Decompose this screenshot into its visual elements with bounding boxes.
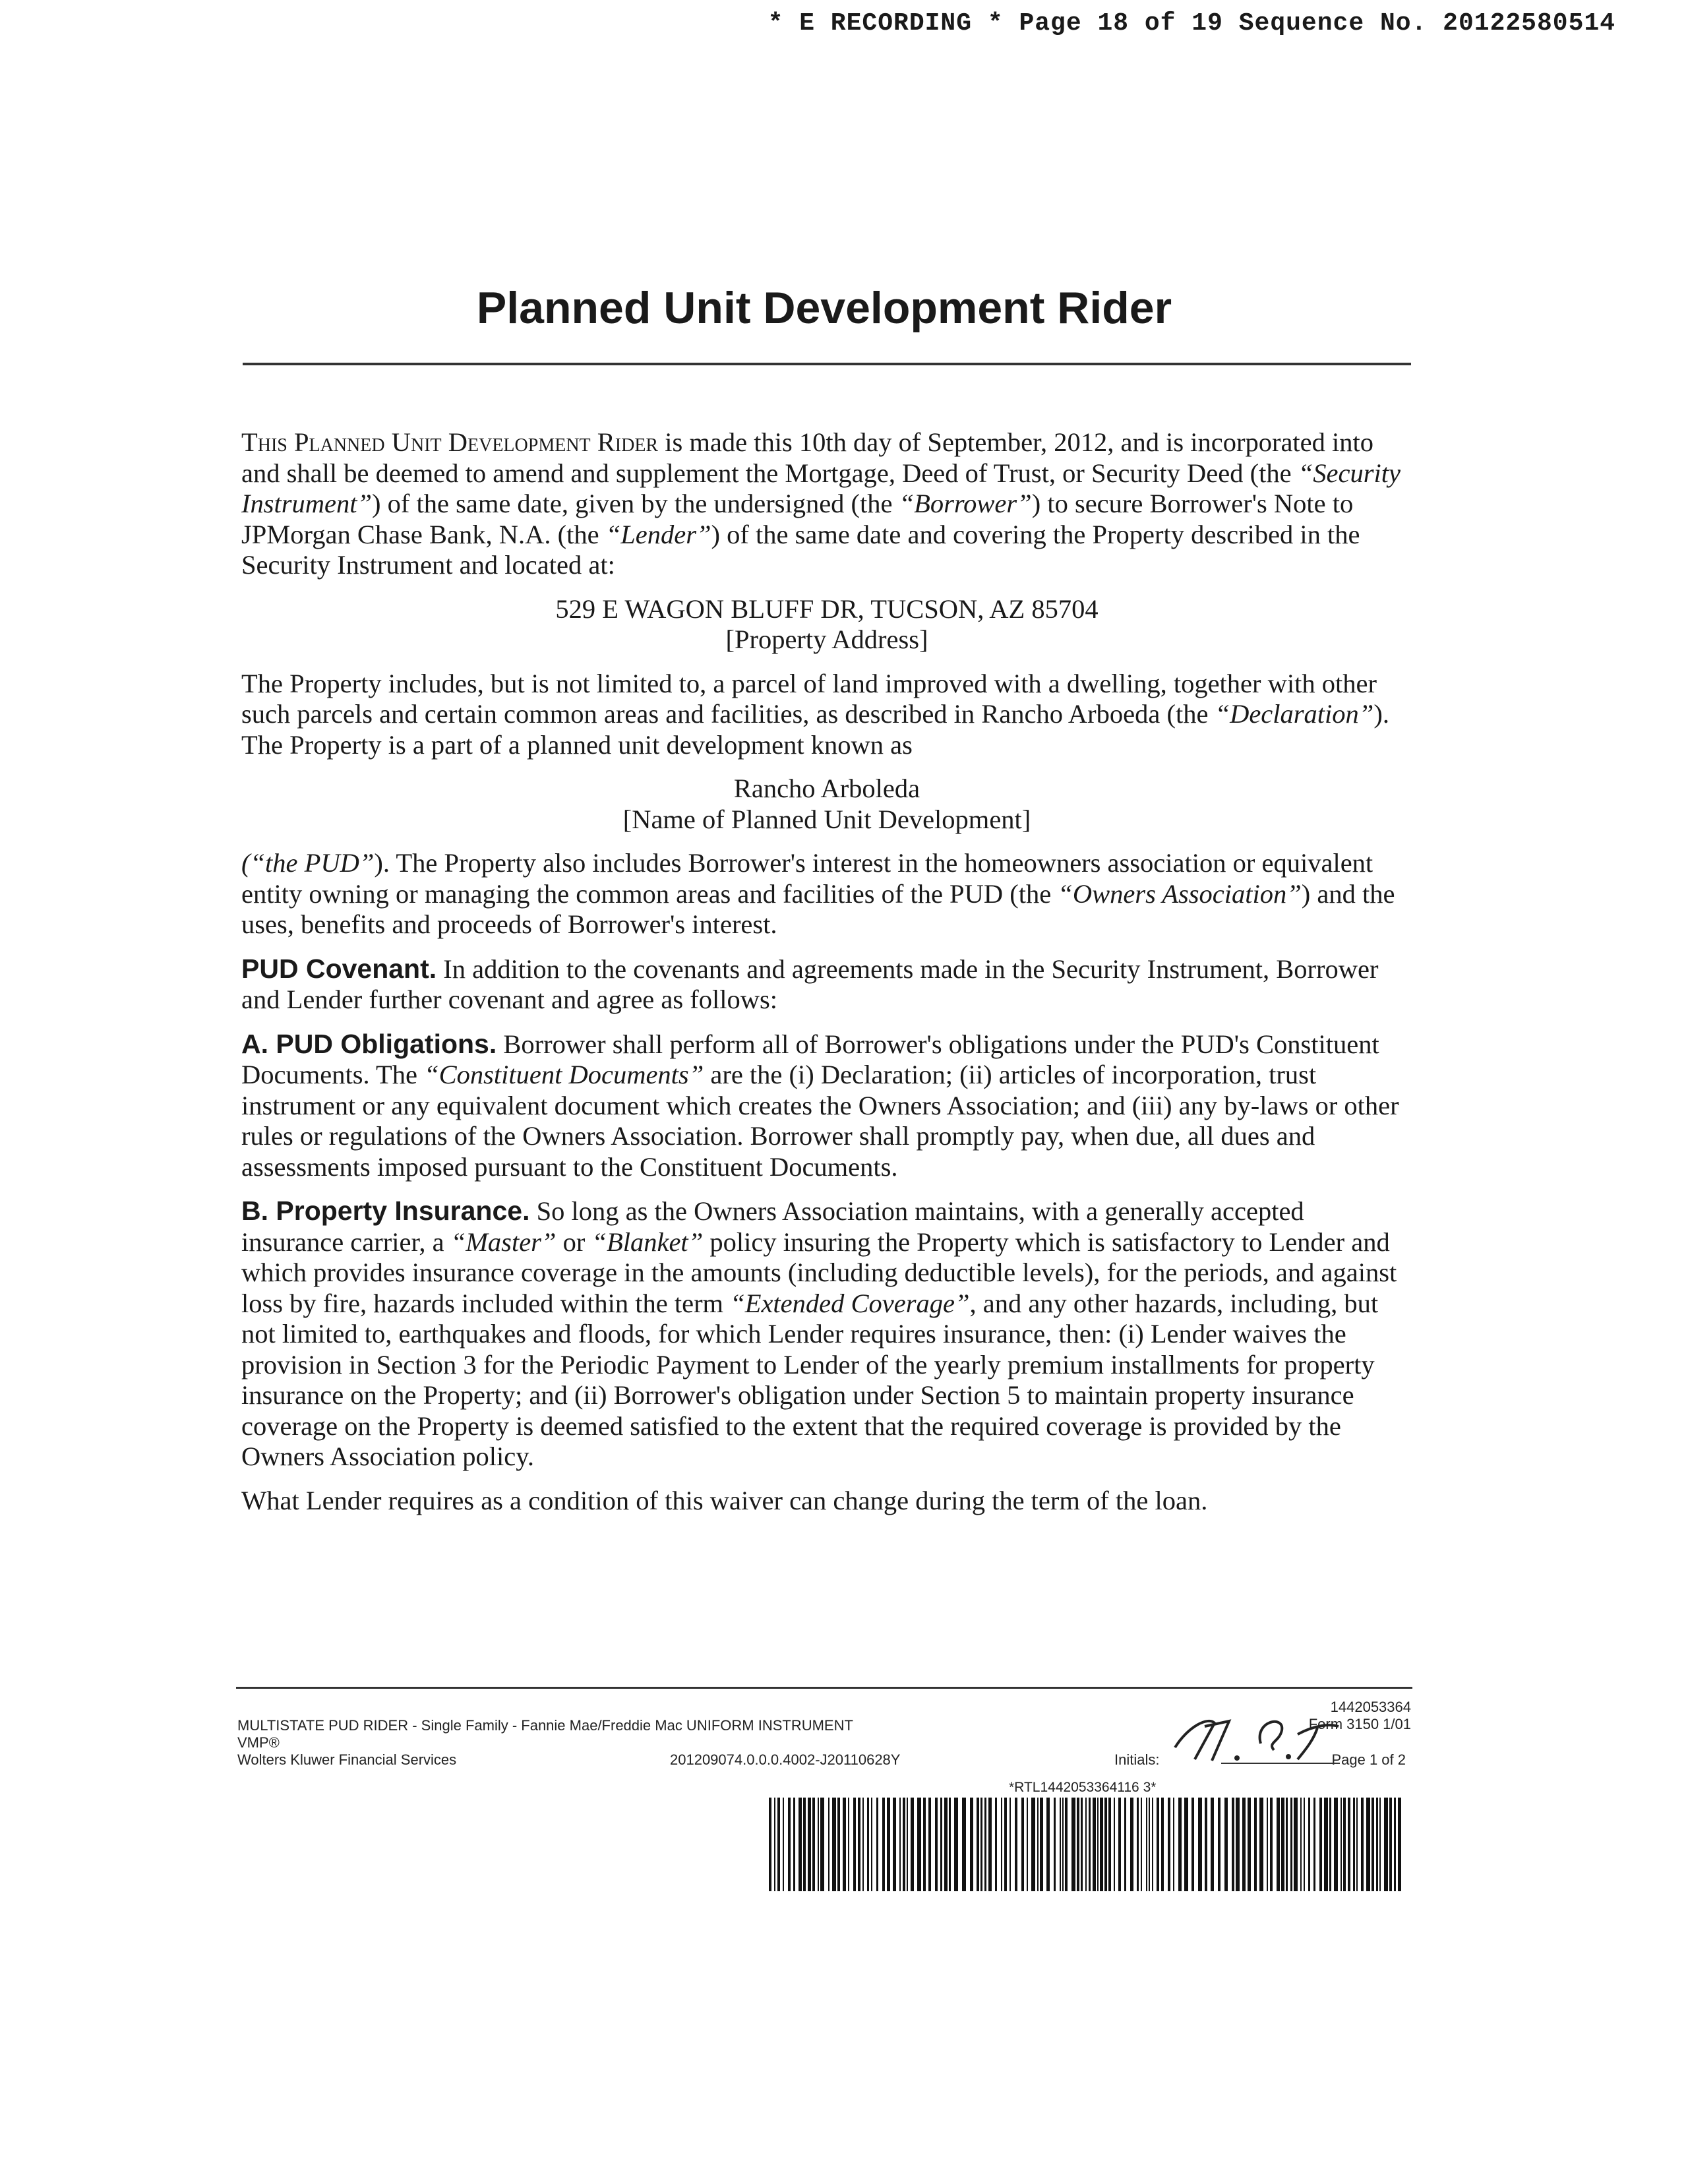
barcode-bar (1304, 1798, 1305, 1891)
barcode-text: *RTL1442053364116 3* (1009, 1780, 1157, 1795)
barcode-bar (1286, 1798, 1288, 1891)
barcode-bar (1224, 1798, 1228, 1891)
property-address-label: [Property Address] (725, 624, 928, 654)
barcode-bar (1093, 1798, 1096, 1891)
barcode-bar (774, 1798, 775, 1891)
barcode-bar (1290, 1798, 1292, 1891)
barcode-bar (828, 1798, 829, 1891)
pud-paragraph: (“the PUD”). The Property also includes Borrower's interest in the homeowners association or equivalent entity owning or managing the common areas and facilities of the PUD (the “Owners Association”) and the uses, benefits and proceeds of Borrower's interest. (241, 848, 1395, 939)
barcode-bar (1089, 1798, 1091, 1891)
property-address-block (241, 594, 1412, 655)
barcode-bar (995, 1798, 997, 1891)
barcode-bar (893, 1798, 896, 1891)
barcode-bar (962, 1798, 966, 1891)
footer-publisher: Wolters Kluwer Financial Services (237, 1751, 457, 1768)
barcode-bar (1062, 1798, 1064, 1891)
barcode-bar (1389, 1798, 1392, 1891)
barcode-bar (911, 1798, 914, 1891)
barcode-bar (1376, 1798, 1378, 1891)
barcode-bar (1104, 1798, 1107, 1891)
barcode-bar (1021, 1798, 1024, 1891)
barcode-bar (1046, 1798, 1050, 1891)
barcode-bar (1270, 1798, 1273, 1891)
barcode-bar (1010, 1798, 1011, 1891)
footer-vmp: VMP® (237, 1734, 280, 1751)
barcode-bar (1146, 1798, 1147, 1891)
term-constituent-documents: “Constituent Documents” (424, 1060, 704, 1089)
barcode-bar (788, 1798, 791, 1891)
barcode-bar (867, 1798, 869, 1891)
barcode-bar (882, 1798, 885, 1891)
barcode-bar (820, 1798, 824, 1891)
term-the-pud: (“the PUD” (241, 848, 375, 878)
barcode-bar (1173, 1798, 1174, 1891)
barcode-bar (1027, 1798, 1028, 1891)
barcode-bar (1157, 1798, 1159, 1891)
barcode-bar (777, 1798, 780, 1891)
barcode-bar (1054, 1798, 1056, 1891)
barcode-bar (1281, 1798, 1284, 1891)
waiver-paragraph: What Lender requires as a condition of this waiver can change during the term of the loan. (241, 1485, 1208, 1515)
section-a-paragraph: A. PUD Obligations. Borrower shall perform all of Borrower's obligations under the PUD's Constituent Documents. The “Constituent Documents” are the (i) Declaration; (ii) articles of incorporation, trust instrument or any equivalent document which creates the Owners Association; and (iii) any by-laws or other rules or regulations of the Owners Association. Borrower shall promptly pay, when due, all dues and assessments imposed pursuant to the Constituent Documents. (241, 1028, 1399, 1182)
barcode-bar (949, 1798, 951, 1891)
barcode-bar (944, 1798, 948, 1891)
barcode-bar (1379, 1798, 1381, 1891)
term-blanket: “Blanket” (591, 1227, 704, 1257)
barcode (768, 1798, 1404, 1891)
barcode-bar (1141, 1798, 1142, 1891)
barcode-bar (808, 1798, 811, 1891)
barcode-bar (954, 1798, 958, 1891)
section-a-heading: A. PUD Obligations. (241, 1028, 497, 1059)
barcode-bar (1004, 1798, 1007, 1891)
term-borrower: “Borrower” (899, 489, 1032, 518)
barcode-bar (1348, 1798, 1350, 1891)
barcode-bar (917, 1798, 921, 1891)
barcode-bar (783, 1798, 784, 1891)
term-lender: “Lender” (605, 519, 711, 549)
footer-initials-label: Initials: (1114, 1751, 1160, 1768)
barcode-bar (1149, 1798, 1150, 1891)
pud-name-block (241, 774, 1412, 835)
barcode-bar (1353, 1798, 1355, 1891)
barcode-bar (793, 1798, 795, 1891)
barcode-bar (1191, 1798, 1194, 1891)
document-title: Planned Unit Development Rider (476, 283, 1172, 333)
barcode-bar (843, 1798, 846, 1891)
barcode-bar (1232, 1798, 1234, 1891)
barcode-bar (876, 1798, 878, 1891)
barcode-bar (1248, 1798, 1251, 1891)
pud-name: Rancho Arboleda (733, 774, 920, 803)
barcode-bar (1242, 1798, 1246, 1891)
barcode-bar (1060, 1798, 1061, 1891)
barcode-bar (812, 1798, 815, 1891)
barcode-bar (923, 1798, 926, 1891)
barcode-bar (984, 1798, 986, 1891)
barcode-bar (1254, 1798, 1257, 1891)
barcode-bar (871, 1798, 872, 1891)
initials-signature (1168, 1687, 1346, 1773)
barcode-bar (1329, 1798, 1331, 1891)
barcode-bar (903, 1798, 905, 1891)
barcode-bar (977, 1798, 979, 1891)
barcode-bar (1100, 1798, 1103, 1891)
barcode-bar (1161, 1798, 1164, 1891)
barcode-bar (1308, 1798, 1310, 1891)
property-paragraph: The Property includes, but is not limited to, a parcel of land improved with a dwelling, together with other such parcels and certain common areas and facilities, as described in Rancho Arboeda (the “Declaration”). The Property is a part of a planned unit development known as (241, 668, 1389, 760)
barcode-bar (858, 1798, 860, 1891)
barcode-bar (1294, 1798, 1298, 1891)
barcode-bar (1356, 1798, 1358, 1891)
barcode-bar (1015, 1798, 1017, 1891)
intro-paragraph: This Planned Unit Development Rider is made this 10th day of September, 2012, and is incorporated into and shall be deemed to amend and supplement the Mortgage, Deed of Trust, or Security Deed (the “Security Instrument”) of the same date, given by the undersigned (the “Borrower”) to secure Borrower's Note to JPMorgan Chase Bank, N.A. (the “Lender”) of the same date and covering the Property described in the Security Instrument and located at: (241, 427, 1401, 580)
barcode-bar (818, 1798, 819, 1891)
title-divider (243, 363, 1411, 365)
barcode-bar (1130, 1798, 1133, 1891)
barcode-bar (1001, 1798, 1002, 1891)
barcode-bar (1152, 1798, 1153, 1891)
barcode-bar (1236, 1798, 1240, 1891)
barcode-bar (1300, 1798, 1302, 1891)
section-b-paragraph: B. Property Insurance. So long as the Owners Association maintains, with a generally accepted insurance carrier, a “Master” or “Blanket” policy insuring the Property which is satisfactory to Lender and which provides insurance coverage in the amounts (including deductible levels), for the periods, and against loss by fire, hazards included within the term “Extended Coverage”, and any other hazards, including, but not limited to, earthquakes and floods, for which Lender requires insurance, then: (i) Lender waives the provision in Section 3 for the Periodic Payment to Lender of the yearly premium installments for property insurance on the Property; and (ii) Borrower's obligation under Section 5 to maintain property insurance coverage on the Property is deemed satisfied to the extent that the required coverage is provided by the Owners Association policy. (241, 1196, 1397, 1471)
barcode-bar (899, 1798, 901, 1891)
barcode-bar (1319, 1798, 1322, 1891)
barcode-bar (935, 1798, 938, 1891)
intro-smallcaps: This Planned Unit Development Rider (241, 427, 659, 457)
barcode-bar (1077, 1798, 1079, 1891)
term-declaration: “Declaration” (1215, 699, 1374, 729)
document-body (241, 427, 1412, 1529)
recording-header: * E RECORDING * Page 18 of 19 Sequence No. 20122580514 (768, 9, 1615, 38)
term-master: “Master” (450, 1227, 557, 1257)
barcode-bar (803, 1798, 806, 1891)
barcode-bar (1114, 1798, 1115, 1891)
barcode-bar (1324, 1798, 1328, 1891)
barcode-bar (1118, 1798, 1121, 1891)
barcode-bar (980, 1798, 982, 1891)
footer-form-number: Form 3150 1/01 (1308, 1716, 1411, 1732)
term-owners-association: “Owners Association” (1058, 878, 1302, 909)
barcode-bar (1168, 1798, 1170, 1891)
pud-name-label: [Name of Planned Unit Development] (622, 804, 1031, 834)
footer-page-label: Page 1 of 2 (1331, 1751, 1406, 1768)
barcode-bar (1372, 1798, 1374, 1891)
barcode-bar (887, 1798, 890, 1891)
barcode-bar (1259, 1798, 1263, 1891)
barcode-bar (1343, 1798, 1346, 1891)
barcode-bar (1205, 1798, 1207, 1891)
barcode-bar (970, 1798, 973, 1891)
property-address: 529 E WAGON BLUFF DR, TUCSON, AZ 85704 (555, 593, 1099, 624)
barcode-bar (799, 1798, 802, 1891)
barcode-bar (837, 1798, 840, 1891)
barcode-bar (1071, 1798, 1075, 1891)
barcode-bar (769, 1798, 771, 1891)
barcode-bar (853, 1798, 856, 1891)
term-security-instrument: “Security Instrument” (241, 458, 1401, 518)
covenant-heading: PUD Covenant. (241, 953, 437, 984)
barcode-bar (1097, 1798, 1099, 1891)
covenant-paragraph: PUD Covenant. In addition to the covenants and agreements made in the Security Instrument, Borrower and Lender further covenant and agree as follows: (241, 953, 1379, 1014)
barcode-bar (1065, 1798, 1068, 1891)
barcode-bar (1394, 1798, 1396, 1891)
barcode-bar (848, 1798, 849, 1891)
barcode-bar (1085, 1798, 1087, 1891)
barcode-bar (928, 1798, 931, 1891)
barcode-bar (1341, 1798, 1342, 1891)
barcode-bar (1184, 1798, 1188, 1891)
barcode-bar (1211, 1798, 1214, 1891)
barcode-bar (940, 1798, 942, 1891)
barcode-bar (1267, 1798, 1268, 1891)
barcode-bar (862, 1798, 864, 1891)
footer-form-title: MULTISTATE PUD RIDER - Single Family - Fannie Mae/Freddie Mac UNIFORM INSTRUMENT (237, 1717, 853, 1734)
barcode-bar (1108, 1798, 1111, 1891)
barcode-bar (1124, 1798, 1126, 1891)
barcode-bar (1334, 1798, 1338, 1891)
barcode-bar (1178, 1798, 1182, 1891)
barcode-bar (1031, 1798, 1035, 1891)
barcode-bar (1137, 1798, 1139, 1891)
section-b-heading: B. Property Insurance. (241, 1196, 530, 1226)
barcode-bar (907, 1798, 908, 1891)
barcode-bar (1366, 1798, 1370, 1891)
barcode-bar (1198, 1798, 1202, 1891)
barcode-bar (1398, 1798, 1401, 1891)
footer-loan-number: 1442053364 (1330, 1699, 1411, 1715)
barcode-bar (1361, 1798, 1364, 1891)
barcode-bar (1218, 1798, 1221, 1891)
barcode-bar (988, 1798, 992, 1891)
barcode-bar (1040, 1798, 1043, 1891)
term-extended-coverage: “Extended Coverage” (730, 1288, 970, 1318)
barcode-bar (1277, 1798, 1280, 1891)
barcode-bar (1313, 1798, 1315, 1891)
barcode-bar (832, 1798, 836, 1891)
barcode-bar (1037, 1798, 1039, 1891)
barcode-bar (1384, 1798, 1388, 1891)
footer-doc-code: 201209074.0.0.0.4002-J20110628Y (670, 1751, 901, 1768)
barcode-bar (1081, 1798, 1083, 1891)
